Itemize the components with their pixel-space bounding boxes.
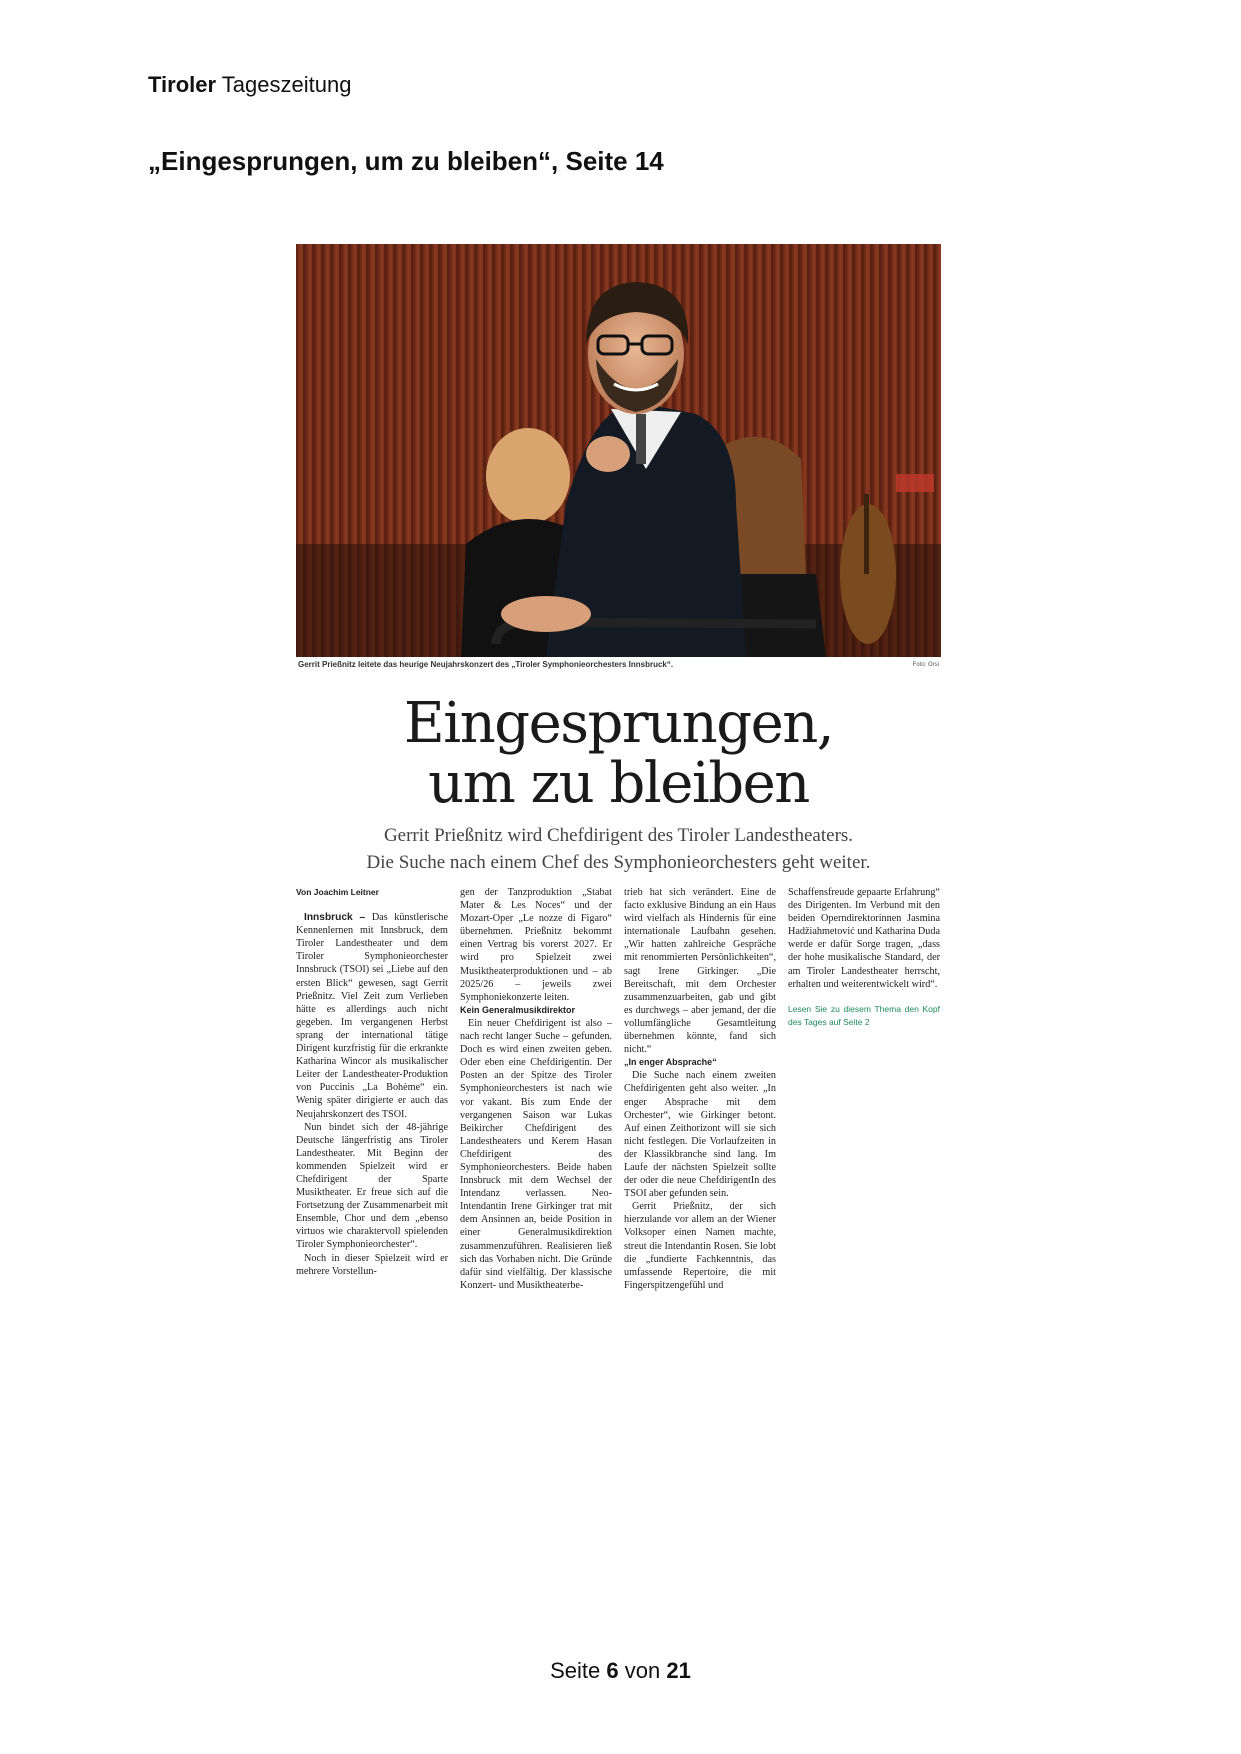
article-title-line-1: Eingesprungen, xyxy=(403,691,834,756)
photo-credit: Foto: Orsi xyxy=(912,662,939,668)
publication-name xyxy=(148,72,351,98)
paragraph: Ein neuer Chefdirigent ist also – nach recht langer Suche – gefunden. Doch es wird einen zweiten geben. Oder eben eine Chefdirigentin. Der Posten an der Spitze des Tiroler Symphonieorchesters ist nach wie vor vakant. Bis zum Ende der vergangenen Saison war Lukas Beikircher Chefdirigent des Landestheaters und Kerem Hasan Chefdirigent des Symphonieorchesters. Beide haben Innsbruck mit dem Wechsel der Intendanz verlassen. Neo-Intendantin Irene Girkinger trat mit dem Ansinnen an, beide Position in einer Generalmusikdirektion zusammenzuführen. Realisieren ließ sich das Vorhaben nicht. Die Gründe dafür sind vielfältig. Der klassische Konzert- und Musiktheaterbe- xyxy=(460,1017,612,1291)
paragraph xyxy=(296,911,448,1121)
publication-name-bold: Tiroler xyxy=(148,72,217,97)
paragraph: Nun bindet sich der 48-jährige Deutsche längerfristig ans Tiroler Landestheater. Mit Beginn der kommenden Spielzeit wird er Chefdirigent der Sparte Musiktheater. Er freue sich auf die Fortsetzung der Zusammenarbeit mit Ensemble, Chor und dem „ebenso virtuos wie charaktervoll spielenden Tiroler Symphonieorchester“. xyxy=(296,1121,448,1251)
subheading: Kein Generalmusikdirektor xyxy=(460,1004,576,1015)
deck-line-1: Gerrit Prießnitz wird Chefdirigent des Tiroler Landestheaters. xyxy=(383,825,854,846)
paragraph: trieb hat sich verändert. Eine de facto exklusive Bindung an ein Haus wird vielfach als Hindernis für eine internationale Laufbahn gesehen. „Wir hatten zahlreiche Gespräche mit renommierten Persönlichkeiten“, sagt Irene Girkinger. „Die Bereitschaft, mit dem Orchester zusammenzuarbeiten, gab und gibt es durchwegs – aber jemand, der die vollumfängliche Gesamtleitung übernehmen könnte, fand sich nicht.“ xyxy=(624,887,776,1056)
publication-name-rest: Tageszeitung xyxy=(221,72,352,97)
paragraph: Schaffensfreude gepaarte Erfahrung“ des Dirigenten. Im Verbund mit den beiden Operndirektorinnen Jasmina Hadžiahmetović und Katharina Duda werde er dafür Sorge tragen, „dass der hohe musikalische Standard, der am Tiroler Landestheater herrscht, erhalten und weiterentwickelt wird“. xyxy=(788,887,940,990)
byline: Von Joachim Leitner xyxy=(296,887,379,897)
article-columns xyxy=(296,886,941,1366)
footer-page-number: 6 xyxy=(606,1658,619,1683)
article-photo xyxy=(296,244,941,657)
column-1 xyxy=(296,886,448,1278)
article-deck xyxy=(296,822,941,876)
subheading: „In enger Absprache“ xyxy=(624,1057,717,1068)
column-4 xyxy=(788,886,940,1029)
column-2 xyxy=(460,886,612,1292)
page-footer xyxy=(0,1658,1241,1684)
newspaper-clipping xyxy=(296,244,941,1364)
photo-caption: Gerrit Prießnitz leitete das heurige Neujahrskonzert des „Tiroler Symphonieorchesters Innsbruck“. xyxy=(298,660,674,669)
paragraph: Die Suche nach einem zweiten Chefdirigenten geht also weiter. „In enger Absprache mit dem Orchester“, wie Girkinger betont. Auf einen Zeithorizont will sie sich nicht festlegen. Die Vorlaufzeiten in der Klassikbranche sind lang. Im Laufe der nächsten Spielzeit sollte der oder die neue ChefdirigentIn des TSOI aber gefunden sein. xyxy=(624,1070,776,1200)
footer-total-pages: 21 xyxy=(666,1658,691,1683)
footer-prefix: Seite xyxy=(550,1658,601,1683)
article-title xyxy=(296,691,941,816)
paragraph-text: Das künstlerische Kennenlernen mit Innsbruck, dem Tiroler Landestheater und dem Tiroler Symphonieorchester Innsbruck (TSOI) sei „Liebe auf den ersten Blick“ gewesen, sagt Gerrit Prießnitz. Viel Zeit zum Verlieben hätte es allerdings auch nicht gegeben. Im vergangenen Herbst sprang der international tätige Dirigent kurzfristig für die erkrankte Katharina Wincor als musikalischer Leiter der Landestheater-Produktion von Puccinis „La Bohème“ ein. Wenig später dirigierte er auch das Neujahrskonzert des TSOI. xyxy=(296,912,448,1120)
deck-line-2: Die Suche nach einem Chef des Symphonieorchesters geht weiter. xyxy=(366,852,871,873)
footer-middle: von xyxy=(624,1658,661,1683)
conductor-photo-illustration xyxy=(296,244,941,657)
paragraph: Gerrit Prießnitz, der sich hierzulande vor allem an der Wiener Volksoper einen Namen machte, streut die Intendantin Rosen. Sie lobt die „fundierte Fachkenntnis, das umfassende Repertoire, die mit Fingerspitzengefühl und xyxy=(624,1201,776,1291)
paragraph: Noch in dieser Spielzeit wird er mehrere Vorstellun- xyxy=(296,1252,448,1277)
article-title-line-2: um zu bleiben xyxy=(428,751,809,816)
page-headline: „Eingesprungen, um zu bleiben“, Seite 14 xyxy=(148,146,664,176)
dateline: Innsbruck – xyxy=(304,912,366,924)
paragraph: gen der Tanzproduktion „Stabat Mater & Les Noces“ und der Mozart-Oper „Le nozze di Figaro“ übernehmen. Prießnitz bekommt einen Vertrag bis vorerst 2027. Er wird pro Spielzeit zwei Musiktheaterproduktionen und – ab 2025/26 – jeweils zwei Symphoniekonzerte leiten. xyxy=(460,887,612,1003)
cross-reference-note: Lesen Sie zu diesem Thema den Kopf des Tages auf Seite 2 xyxy=(788,1003,940,1027)
column-3 xyxy=(624,886,776,1292)
